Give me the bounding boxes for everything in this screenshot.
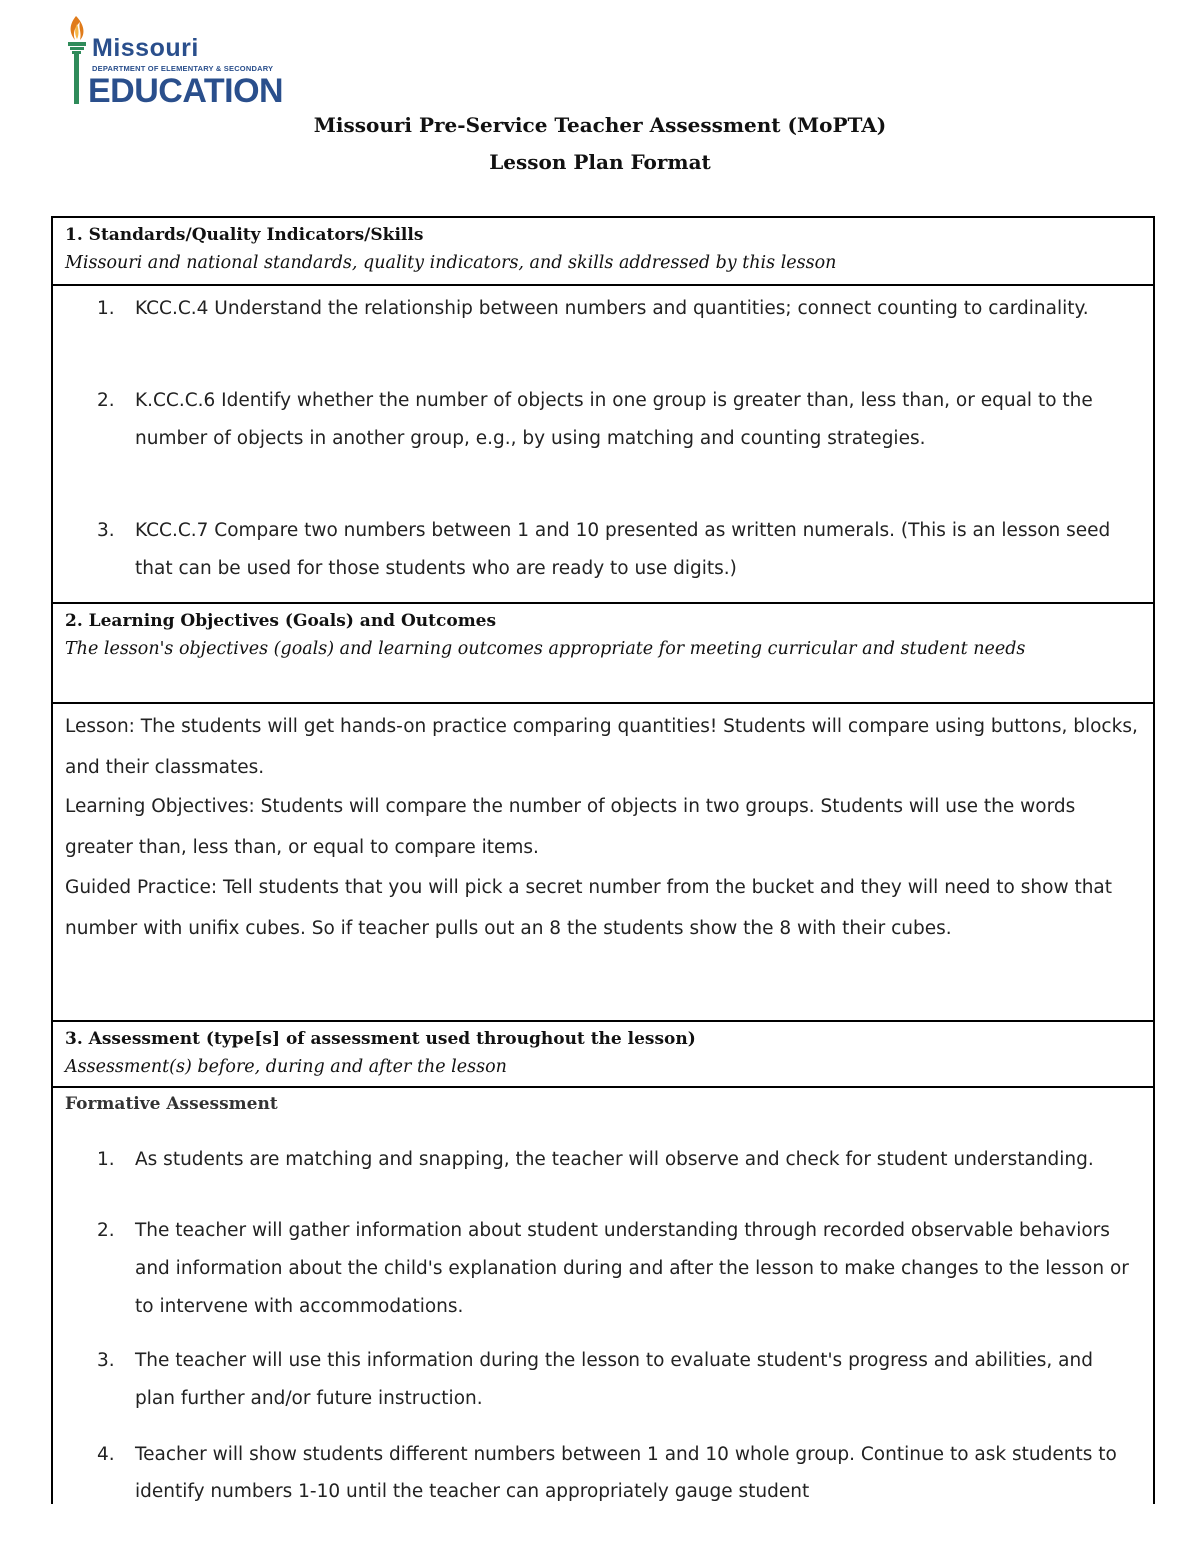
list-text: K.CC.C.6 Identify whether the number of objects in one group is greater than, less than, or equal to the number of objects in another group, e.g., by using matching and counting strategies. <box>135 390 1093 449</box>
section2-subheading: The lesson's objectives (goals) and learning outcomes appropriate for meeting curricular and student needs <box>65 639 1026 659</box>
logo-missouri-text: Missouri <box>92 34 199 62</box>
torch-icon <box>62 14 90 106</box>
list-number: 1. <box>97 298 115 319</box>
section2-body <box>53 702 1153 1022</box>
list-number: 3. <box>97 520 115 541</box>
list-number: 1. <box>97 1149 115 1170</box>
lesson-plan-table <box>51 216 1155 1504</box>
learning-objectives-paragraph: Learning Objectives: Students will compare the number of objects in two groups. Students will use the words greater than, less than, or equal to compare items. <box>65 796 1076 858</box>
section3-subheading: Assessment(s) before, during and after the lesson <box>65 1057 507 1077</box>
section3-heading: 3. Assessment (type[s] of assessment used throughout the lesson) <box>65 1029 696 1049</box>
list-text: KCC.C.4 Understand the relationship between numbers and quantities; connect counting to cardinality. <box>135 298 1089 319</box>
section2-heading: 2. Learning Objectives (Goals) and Outcomes <box>65 611 497 631</box>
logo-department-text: DEPARTMENT OF ELEMENTARY & SECONDARY <box>92 64 274 73</box>
list-text: As students are matching and snapping, the teacher will observe and check for student understanding. <box>135 1149 1094 1170</box>
missouri-education-logo <box>62 14 342 110</box>
section2-header <box>53 602 1153 702</box>
document-subtitle: Lesson Plan Format <box>489 150 711 174</box>
list-number: 3. <box>97 1350 115 1371</box>
section1-header <box>53 218 1153 284</box>
section1-body <box>53 284 1153 602</box>
list-text: The teacher will use this information during the lesson to evaluate student's progress and abilities, and plan further and/or future instruction. <box>135 1350 1093 1409</box>
list-text: Teacher will show students different numbers between 1 and 10 whole group. Continue to ask students to identify numbers 1-10 until the teacher can appropriately gauge student <box>135 1444 1117 1502</box>
list-number: 4. <box>97 1444 115 1465</box>
section3-body <box>53 1086 1153 1506</box>
list-text: KCC.C.7 Compare two numbers between 1 and 10 presented as written numerals. (This is an lesson seed that can be used for those students who are ready to use digits.) <box>135 520 1111 579</box>
section1-heading: 1. Standards/Quality Indicators/Skills <box>65 225 424 245</box>
section1-subheading: Missouri and national standards, quality indicators, and skills addressed by this lesson <box>65 253 837 273</box>
formative-assessment-label: Formative Assessment <box>65 1094 278 1114</box>
logo-education-text: EDUCATION <box>88 72 284 110</box>
document-title: Missouri Pre-Service Teacher Assessment (MoPTA) <box>313 113 887 137</box>
section3-header <box>53 1020 1153 1086</box>
list-number: 2. <box>97 1220 115 1241</box>
list-number: 2. <box>97 390 115 411</box>
lesson-paragraph: Lesson: The students will get hands-on practice comparing quantities! Students will compare using buttons, blocks, and their classmates. <box>65 716 1138 778</box>
guided-practice-paragraph: Guided Practice: Tell students that you will pick a secret number from the bucket and they will need to show that number with unifix cubes. So if teacher pulls out an 8 the students show the 8 with their cubes. <box>65 877 1113 939</box>
list-text: The teacher will gather information about student understanding through recorded observable behaviors and information about the child's explanation during and after the lesson to make changes to the lesson or to intervene with accommodations. <box>135 1220 1129 1317</box>
